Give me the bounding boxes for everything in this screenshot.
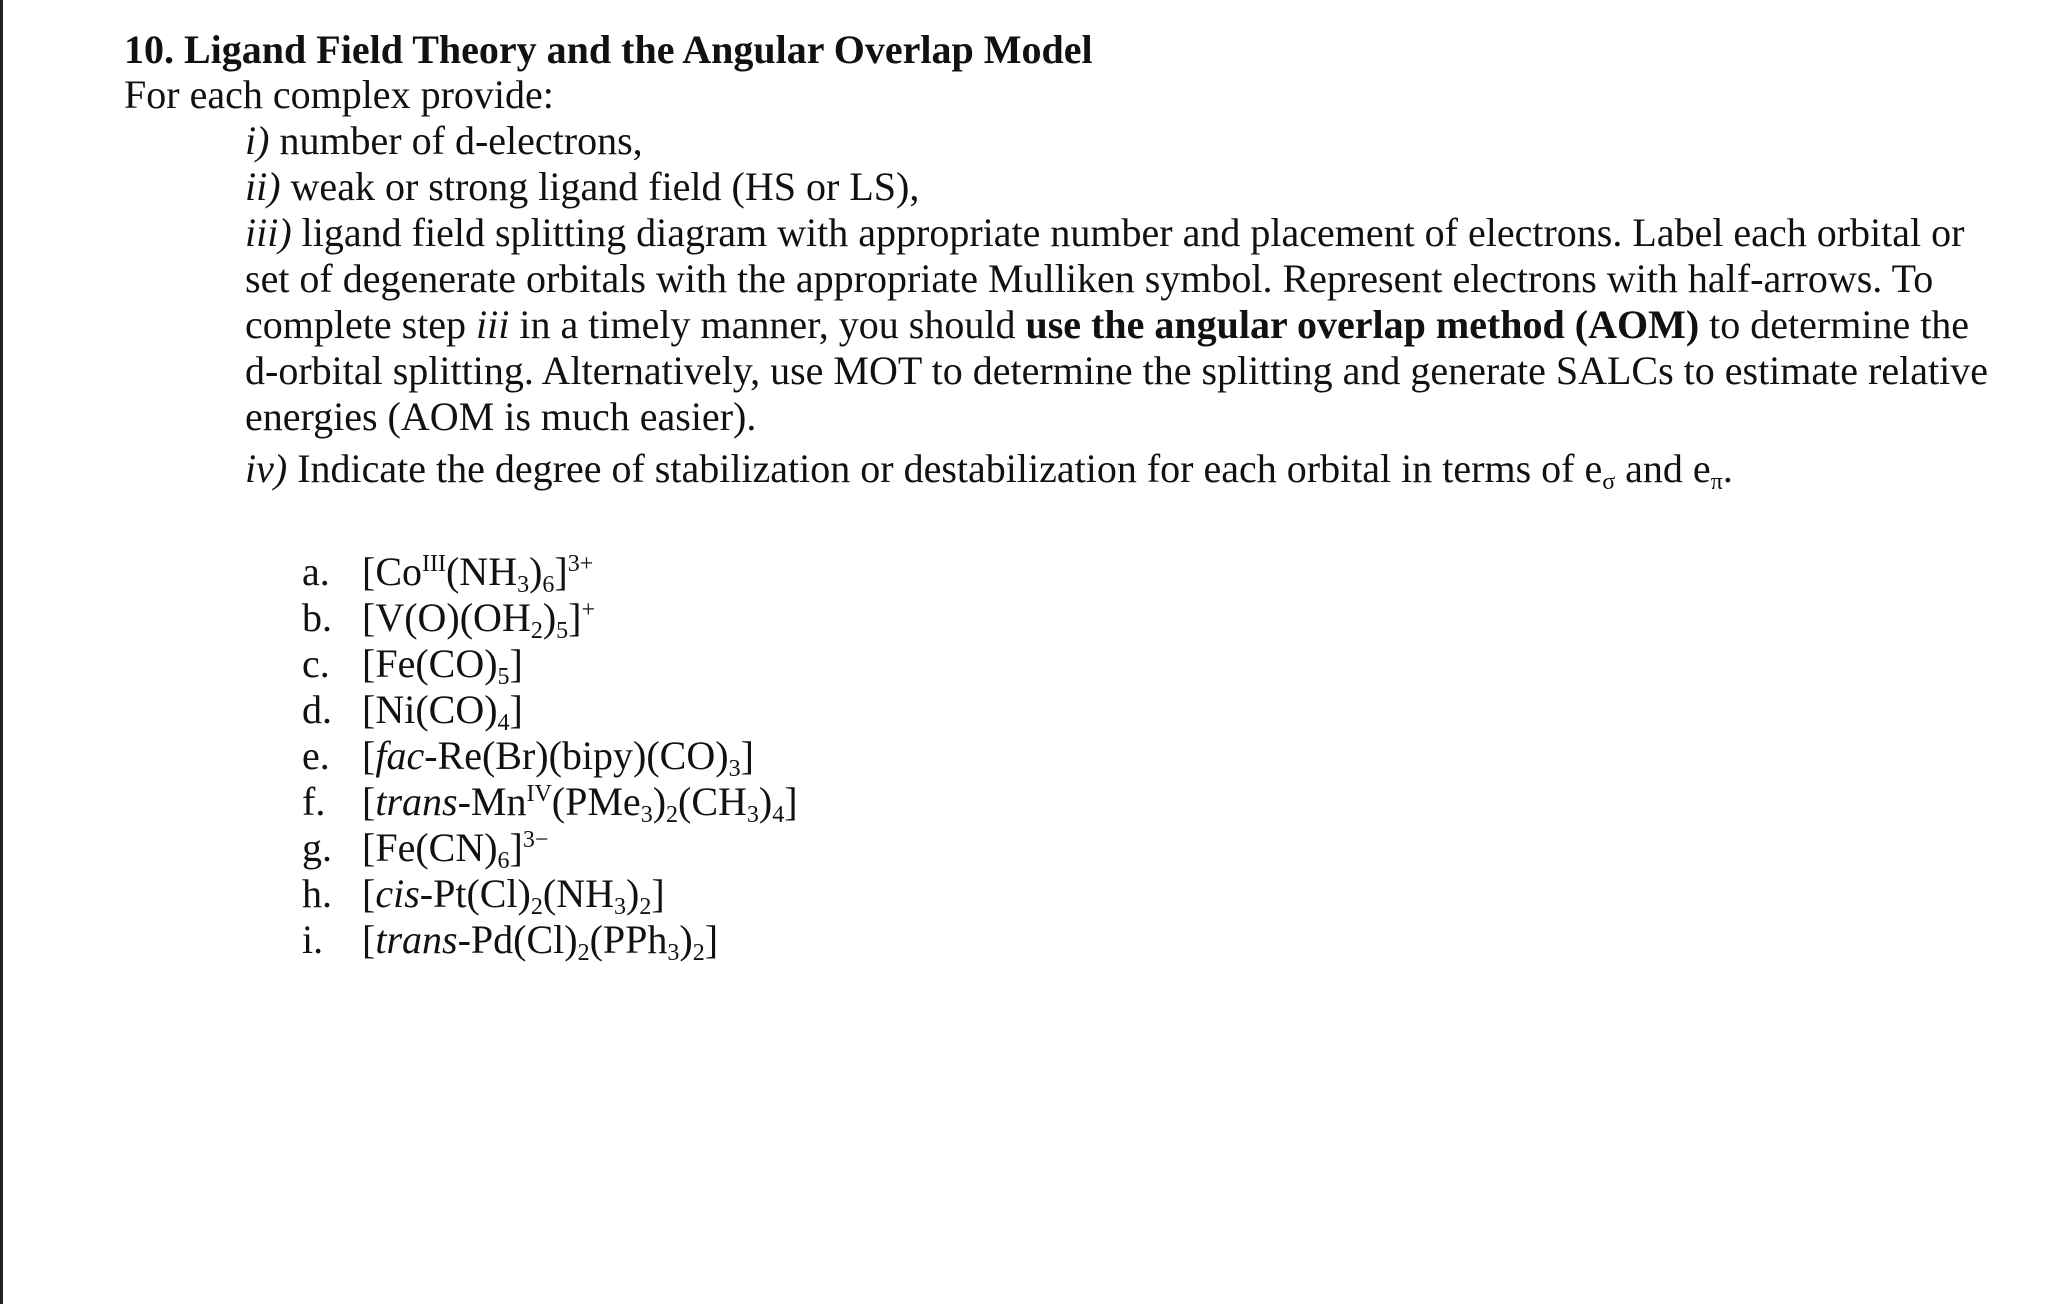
item-letter: c. — [302, 641, 330, 686]
subscript: 2 — [639, 894, 652, 920]
instruction-label: iii) — [245, 210, 292, 255]
document-page — [124, 27, 2004, 966]
charge: 3+ — [567, 551, 594, 577]
instruction-text: ligand field splitting diagram with appropriate number and placement of electrons. Label each orbital or set of degenerate orbitals with the appropriate Mulliken symbol. Represent electrons with half-arrows. To complete step — [245, 210, 1965, 347]
item-letter: e. — [302, 733, 330, 778]
instruction-text: Indicate the degree of stabilization or destabilization for each orbital in terms of e — [287, 446, 1603, 491]
instruction-text: and e — [1615, 446, 1711, 491]
formula-text: ] — [740, 733, 754, 778]
formula-text: [Fe(CO) — [362, 641, 498, 686]
formula-text: ] — [568, 595, 582, 640]
formula-text: (CH — [678, 779, 747, 824]
complex-item-d — [302, 687, 2004, 736]
formula-text: (NH — [445, 549, 518, 594]
complex-formula — [362, 549, 594, 598]
instruction-label: iv) — [245, 446, 288, 491]
complex-item-a — [302, 549, 2004, 598]
formula-text: ] — [554, 549, 568, 594]
subscript: 3 — [667, 940, 680, 966]
formula-text: -Pd(Cl) — [457, 917, 578, 962]
formula-text: ) — [529, 549, 543, 594]
step-reference: iii — [476, 302, 510, 347]
formula-text: ] — [509, 641, 523, 686]
subscript: 4 — [497, 710, 510, 736]
oxidation-state: IV — [526, 781, 552, 807]
subscript: 4 — [772, 802, 785, 828]
instruction-i — [245, 118, 2004, 164]
formula-text: ] — [784, 779, 798, 824]
instruction-text: to determine the d-orbital splitting. Alternatively, use MOT to determine the splitting and generate SALCs to estimate relative energies (AOM is much easier). — [245, 302, 1988, 439]
instruction-text: in a timely manner, you should — [509, 302, 1026, 347]
pi-subscript: π — [1710, 469, 1723, 495]
complex-item-f — [302, 779, 2004, 828]
formula-text: ] — [509, 825, 523, 870]
subscript: 3 — [640, 802, 653, 828]
subscript: 3 — [613, 894, 626, 920]
complex-item-e — [302, 733, 2004, 782]
subscript: 2 — [666, 802, 679, 828]
formula-text: (PPh — [589, 917, 668, 962]
isomer-prefix: fac — [375, 733, 425, 778]
subscript: 6 — [497, 848, 510, 874]
item-letter: a. — [302, 549, 330, 594]
subscript: 5 — [556, 618, 569, 644]
formula-text: [Co — [362, 549, 422, 594]
complex-formula — [362, 871, 665, 920]
complex-item-c — [302, 641, 2004, 690]
instruction-label: i) — [245, 118, 270, 163]
subscript: 3 — [517, 572, 530, 598]
complex-formula — [362, 825, 549, 874]
formula-text: [ — [362, 733, 376, 778]
formula-text: ) — [652, 779, 667, 824]
item-letter: h. — [302, 871, 332, 916]
formula-text: ) — [625, 871, 640, 916]
formula-text: ) — [758, 779, 773, 824]
complex-list — [302, 549, 2004, 966]
instruction-list — [245, 118, 2004, 505]
aom-emphasis: use the angular overlap method (AOM) — [1025, 302, 1700, 347]
complex-item-g — [302, 825, 2004, 874]
subscript: 3 — [746, 802, 759, 828]
charge: 3− — [522, 827, 549, 853]
question-intro: For each complex provide: — [124, 72, 554, 117]
formula-text: ] — [704, 917, 719, 962]
formula-text: [ — [362, 917, 376, 962]
subscript: 6 — [542, 572, 555, 598]
complex-item-b — [302, 595, 2004, 644]
item-letter: i. — [302, 917, 324, 962]
complex-formula — [362, 917, 719, 966]
item-letter: d. — [302, 687, 332, 732]
item-letter: f. — [302, 779, 326, 824]
formula-text: [ — [362, 871, 376, 916]
subscript: 2 — [530, 618, 543, 644]
isomer-prefix: trans — [375, 917, 458, 962]
subscript: 2 — [577, 940, 590, 966]
complex-item-h — [302, 871, 2004, 920]
complex-formula — [362, 733, 754, 782]
question-heading: 10. Ligand Field Theory and the Angular Overlap Model — [124, 27, 1093, 72]
formula-text: [Fe(CN) — [362, 825, 498, 870]
charge: + — [581, 597, 596, 623]
instruction-iv — [245, 446, 2004, 505]
instruction-label: ii) — [245, 164, 281, 209]
instruction-ii — [245, 164, 2004, 210]
complex-formula — [362, 641, 523, 690]
item-letter: b. — [302, 595, 332, 640]
formula-text: (NH — [542, 871, 614, 916]
formula-text: ] — [651, 871, 665, 916]
formula-text: -Mn — [457, 779, 527, 824]
instruction-text: number of d-electrons, — [269, 118, 643, 163]
instruction-text: weak or strong ligand field (HS or LS), — [280, 164, 920, 209]
formula-text: -Re(Br)(bipy)(CO) — [424, 733, 729, 778]
complex-formula — [362, 687, 523, 736]
isomer-prefix: trans — [375, 779, 458, 824]
subscript: 5 — [497, 664, 510, 690]
formula-text: [ — [362, 779, 376, 824]
complex-formula — [362, 595, 596, 644]
subscript: 3 — [728, 756, 741, 782]
instruction-text: . — [1722, 446, 1733, 491]
formula-text: [V(O)(OH — [362, 595, 531, 640]
formula-text: [Ni(CO) — [362, 687, 498, 732]
formula-text: ) — [679, 917, 693, 962]
isomer-prefix: cis — [375, 871, 420, 916]
sigma-subscript: σ — [1602, 469, 1616, 495]
formula-text: -Pt(Cl) — [419, 871, 531, 916]
oxidation-state: III — [422, 551, 446, 577]
complex-formula — [362, 779, 798, 828]
subscript: 2 — [692, 940, 705, 966]
subscript: 2 — [530, 894, 543, 920]
complex-item-i — [302, 917, 2004, 966]
instruction-iii — [245, 210, 2004, 440]
formula-text: (PMe — [551, 779, 641, 824]
formula-text: ) — [542, 595, 557, 640]
formula-text: ] — [509, 687, 523, 732]
item-letter: g. — [302, 825, 332, 870]
page-left-border — [0, 0, 3, 1304]
